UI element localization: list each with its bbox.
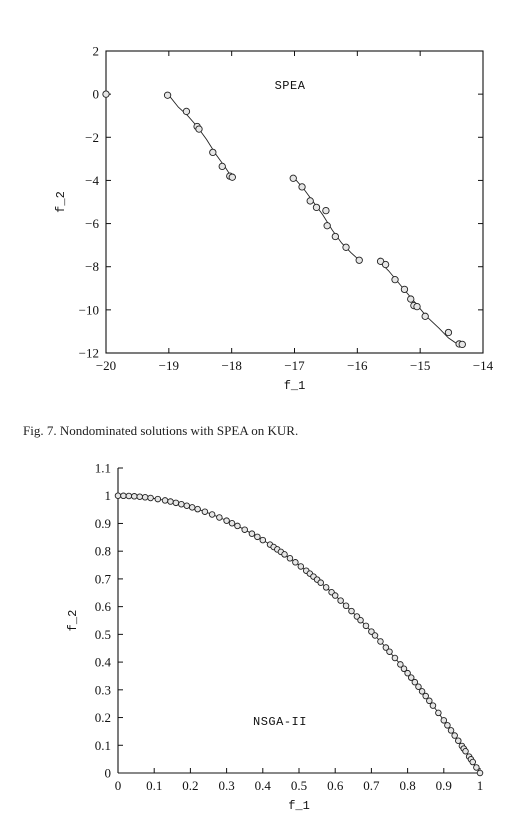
data-point [229, 174, 235, 180]
data-point [142, 494, 148, 500]
y-tick-label: −6 [85, 216, 99, 232]
data-point [324, 223, 330, 229]
data-point [164, 92, 170, 98]
data-point [392, 276, 398, 282]
y-tick-label: 0.7 [94, 571, 111, 587]
x-tick-label: 0.9 [435, 778, 452, 793]
data-point [184, 503, 190, 509]
data-point [224, 518, 230, 524]
data-point [349, 608, 355, 614]
figure-caption: Fig. 7. Nondominated solutions with SPEA on KUR. [23, 423, 299, 438]
data-point [387, 649, 393, 655]
x-tick-label: 0 [114, 778, 122, 793]
data-point [131, 493, 137, 499]
data-point [358, 617, 364, 623]
y-tick-label: 2 [92, 43, 99, 59]
y-axis-label: f_2 [54, 191, 68, 213]
data-point [372, 633, 378, 639]
x-tick-label: −15 [409, 358, 431, 373]
data-point [382, 261, 388, 267]
nsga-ii-chart [0, 450, 516, 835]
data-point [436, 710, 442, 716]
data-point [162, 498, 168, 504]
data-point [235, 523, 241, 529]
y-tick-label: 0.6 [94, 599, 111, 615]
data-point [249, 531, 255, 537]
y-tick-label: 0.4 [94, 654, 111, 670]
data-point [455, 738, 461, 744]
data-point [179, 501, 185, 507]
x-tick-label: 0.6 [327, 778, 344, 793]
y-tick-label: 0.3 [94, 682, 111, 698]
y-tick-label: 0.5 [94, 626, 111, 642]
data-point [338, 598, 344, 604]
x-tick-label: 1 [476, 778, 484, 793]
data-point [343, 244, 349, 250]
data-point [430, 703, 436, 709]
data-point [408, 296, 414, 302]
data-point [210, 149, 216, 155]
data-point [363, 623, 369, 629]
data-point [323, 207, 329, 213]
data-point [414, 303, 420, 309]
x-tick-label: 0.5 [290, 778, 308, 793]
x-tick-label: −14 [472, 358, 494, 373]
data-point [137, 494, 143, 500]
y-axis-label: f_2 [66, 609, 80, 632]
x-axis-label: f_1 [283, 379, 306, 393]
spea-chart [0, 0, 516, 410]
y-tick-label: 0.2 [94, 710, 111, 726]
data-point [196, 126, 202, 132]
data-point [103, 91, 109, 97]
data-point [168, 499, 174, 505]
data-point [392, 655, 398, 661]
data-point [452, 733, 458, 739]
x-tick-label: 0.2 [182, 778, 199, 793]
data-point [217, 515, 223, 521]
y-tick-label: −2 [85, 129, 99, 145]
data-point [313, 204, 319, 210]
y-tick-label: −8 [85, 259, 99, 275]
data-point [229, 520, 235, 526]
data-point [298, 564, 304, 570]
data-point [195, 506, 201, 512]
data-point [219, 163, 225, 169]
data-point [441, 718, 447, 724]
data-point [287, 555, 293, 561]
y-tick-label: −10 [78, 302, 99, 318]
data-point [477, 770, 483, 776]
chart-annotation: SPEA [274, 79, 306, 93]
data-point [343, 603, 349, 609]
y-tick-label: 0 [104, 765, 111, 781]
data-point [401, 286, 407, 292]
plot-frame [106, 51, 483, 353]
data-point [318, 580, 324, 586]
y-tick-label: 1 [104, 488, 111, 504]
data-point [260, 537, 266, 543]
data-point [378, 639, 384, 645]
chart-annotation: NSGA-II [253, 715, 307, 729]
data-point [209, 512, 215, 518]
data-point [242, 527, 248, 533]
data-point [293, 560, 299, 566]
x-tick-label: 0.1 [146, 778, 163, 793]
data-point [255, 534, 261, 540]
data-point [463, 748, 469, 754]
data-point [448, 728, 454, 734]
data-point [332, 593, 338, 599]
data-point [115, 493, 121, 499]
x-tick-label: −18 [221, 358, 242, 373]
data-point [427, 698, 433, 704]
data-point [307, 198, 313, 204]
x-tick-label: 0.4 [254, 778, 271, 793]
data-point [282, 552, 288, 558]
data-point [183, 108, 189, 114]
x-tick-label: 0.7 [363, 778, 380, 793]
data-point [474, 765, 480, 771]
pareto-front-curve [118, 496, 480, 773]
x-tick-label: −19 [158, 358, 180, 373]
data-point [356, 257, 362, 263]
data-point [445, 723, 451, 729]
pareto-front-segment [295, 178, 361, 261]
y-tick-label: 0.8 [94, 543, 111, 559]
x-tick-label: −16 [347, 358, 368, 373]
data-point [202, 509, 208, 515]
data-point [332, 233, 338, 239]
x-tick-label: 0.3 [218, 778, 235, 793]
data-point [445, 329, 451, 335]
y-tick-label: 0 [92, 86, 99, 102]
data-point [121, 493, 127, 499]
x-tick-label: −20 [95, 358, 117, 373]
y-tick-label: 0.9 [94, 515, 111, 531]
y-tick-label: 0.1 [94, 737, 111, 753]
x-axis-label: f_1 [288, 799, 310, 813]
data-point [173, 500, 179, 506]
y-tick-label: 1.1 [94, 460, 111, 476]
data-point [189, 505, 195, 511]
y-tick-label: −4 [85, 172, 99, 188]
data-point [155, 496, 161, 502]
x-tick-label: −17 [284, 358, 305, 373]
data-point [126, 493, 132, 499]
data-point [422, 313, 428, 319]
y-tick-label: −12 [78, 345, 99, 361]
data-point [459, 341, 465, 347]
data-point [470, 759, 476, 765]
data-point [323, 585, 329, 591]
data-point [290, 175, 296, 181]
x-tick-label: 0.8 [399, 778, 416, 793]
data-point [299, 184, 305, 190]
data-point [148, 495, 154, 501]
